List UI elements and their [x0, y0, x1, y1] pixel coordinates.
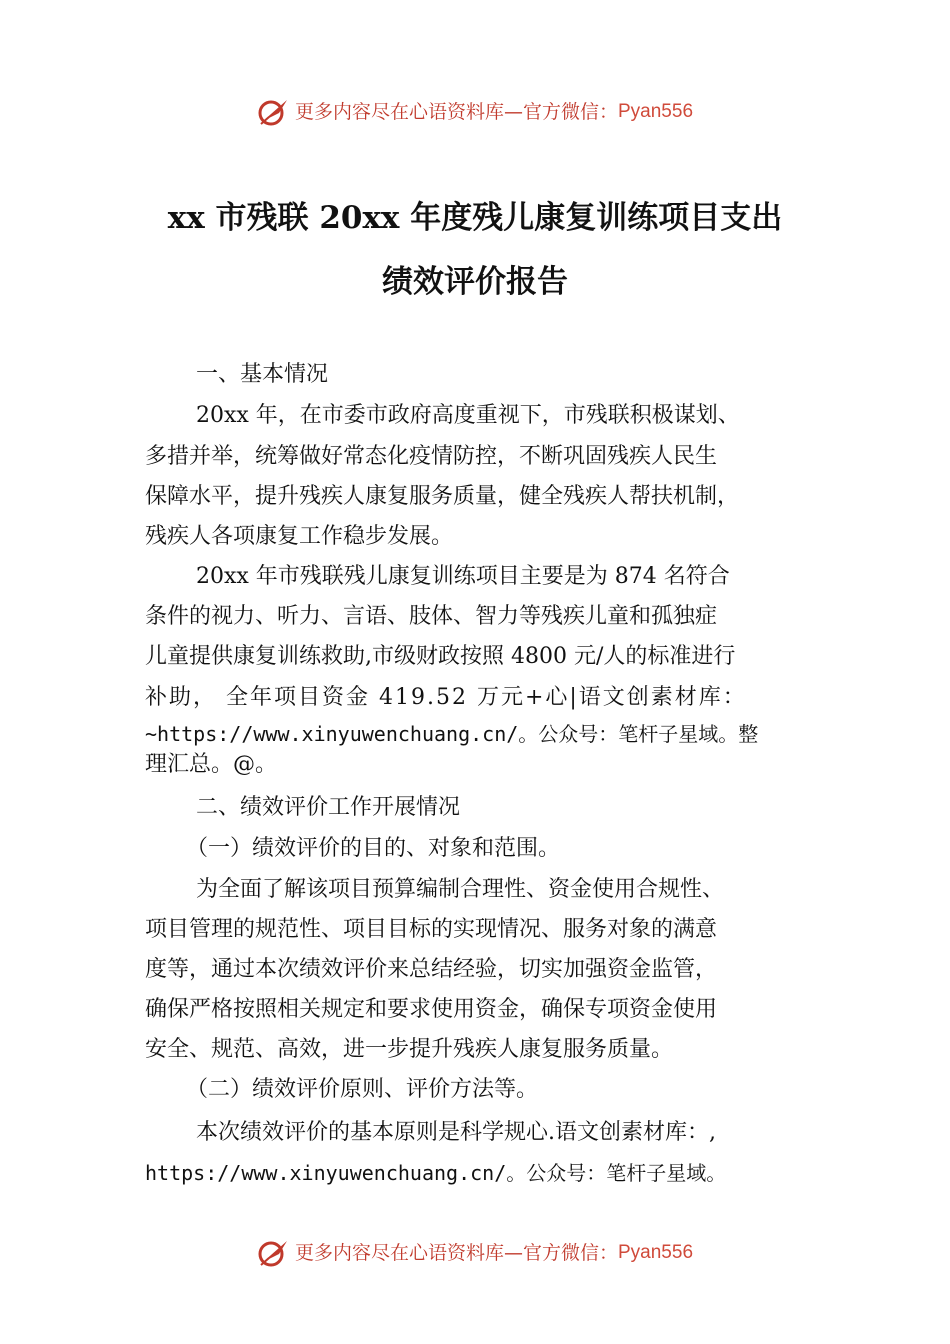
banner-wechat-id: Pyan556 [618, 101, 694, 122]
body-line: 保障水平，提升残疾人康复服务质量，健全残疾人帮扶机制， [145, 484, 740, 509]
body-line: 残疾人各项康复工作稳步发展。 [145, 524, 454, 549]
subsection-heading-1: （一）绩效评价的目的、对象和范围。 [186, 836, 561, 861]
body-line: 本次绩效评价的基本原则是科学规心.语文创素材库：, [196, 1120, 716, 1145]
body-line-url: https://www.xinyuwenchuang.cn/。公众号：笔杆子星域。 [145, 1161, 727, 1185]
header-banner [0, 97, 950, 127]
body-line: 安全、规范、高效，进一步提升残疾人康复服务质量。 [145, 1037, 674, 1062]
body-line: 确保严格按照相关规定和要求使用资金，确保专项资金使用 [145, 997, 718, 1022]
body-line: 条件的视力、听力、言语、肢体、智力等残疾儿童和孤独症 [145, 604, 718, 629]
body-line: 补助， 全年项目资金 419.52 万元+心|语文创素材库： [145, 685, 747, 710]
quill-logo-icon [257, 1238, 291, 1268]
body-line: 多措并举，统筹做好常态化疫情防控，不断巩固残疾人民生 [145, 444, 718, 469]
section-heading-1: 一、基本情况 [196, 362, 329, 387]
body-line: 20xx 年，在市委市政府高度重视下，市残联积极谋划、 [196, 403, 740, 428]
banner-text: 更多内容尽在心语资料库—官方微信： [294, 1242, 618, 1264]
document-title-line-1: xx 市残联 20xx 年度残儿康复训练项目支出 [167, 200, 783, 236]
section-heading-2: 二、绩效评价工作开展情况 [196, 795, 461, 820]
banner-text: 更多内容尽在心语资料库—官方微信： [294, 101, 618, 123]
document-title-line-2: 绩效评价报告 [382, 264, 568, 300]
body-line: 理汇总。@。 [145, 752, 278, 777]
body-line: 儿童提供康复训练救助,市级财政按照 4800 元/人的标准进行 [145, 644, 736, 669]
banner-wechat-id: Pyan556 [618, 1242, 694, 1263]
footer-banner [0, 1238, 950, 1268]
quill-logo-icon [257, 97, 291, 127]
body-line-url: ~https://www.xinyuwenchuang.cn/。公众号：笔杆子星域。整 [145, 722, 759, 746]
body-line: 度等，通过本次绩效评价来总结经验，切实加强资金监管， [145, 957, 718, 982]
body-line: 为全面了解该项目预算编制合理性、资金使用合规性、 [196, 877, 725, 902]
body-line: 20xx 年市残联残儿康复训练项目主要是为 874 名符合 [196, 564, 730, 589]
subsection-heading-2: （二）绩效评价原则、评价方法等。 [186, 1077, 539, 1102]
body-line: 项目管理的规范性、项目目标的实现情况、服务对象的满意 [145, 917, 718, 942]
